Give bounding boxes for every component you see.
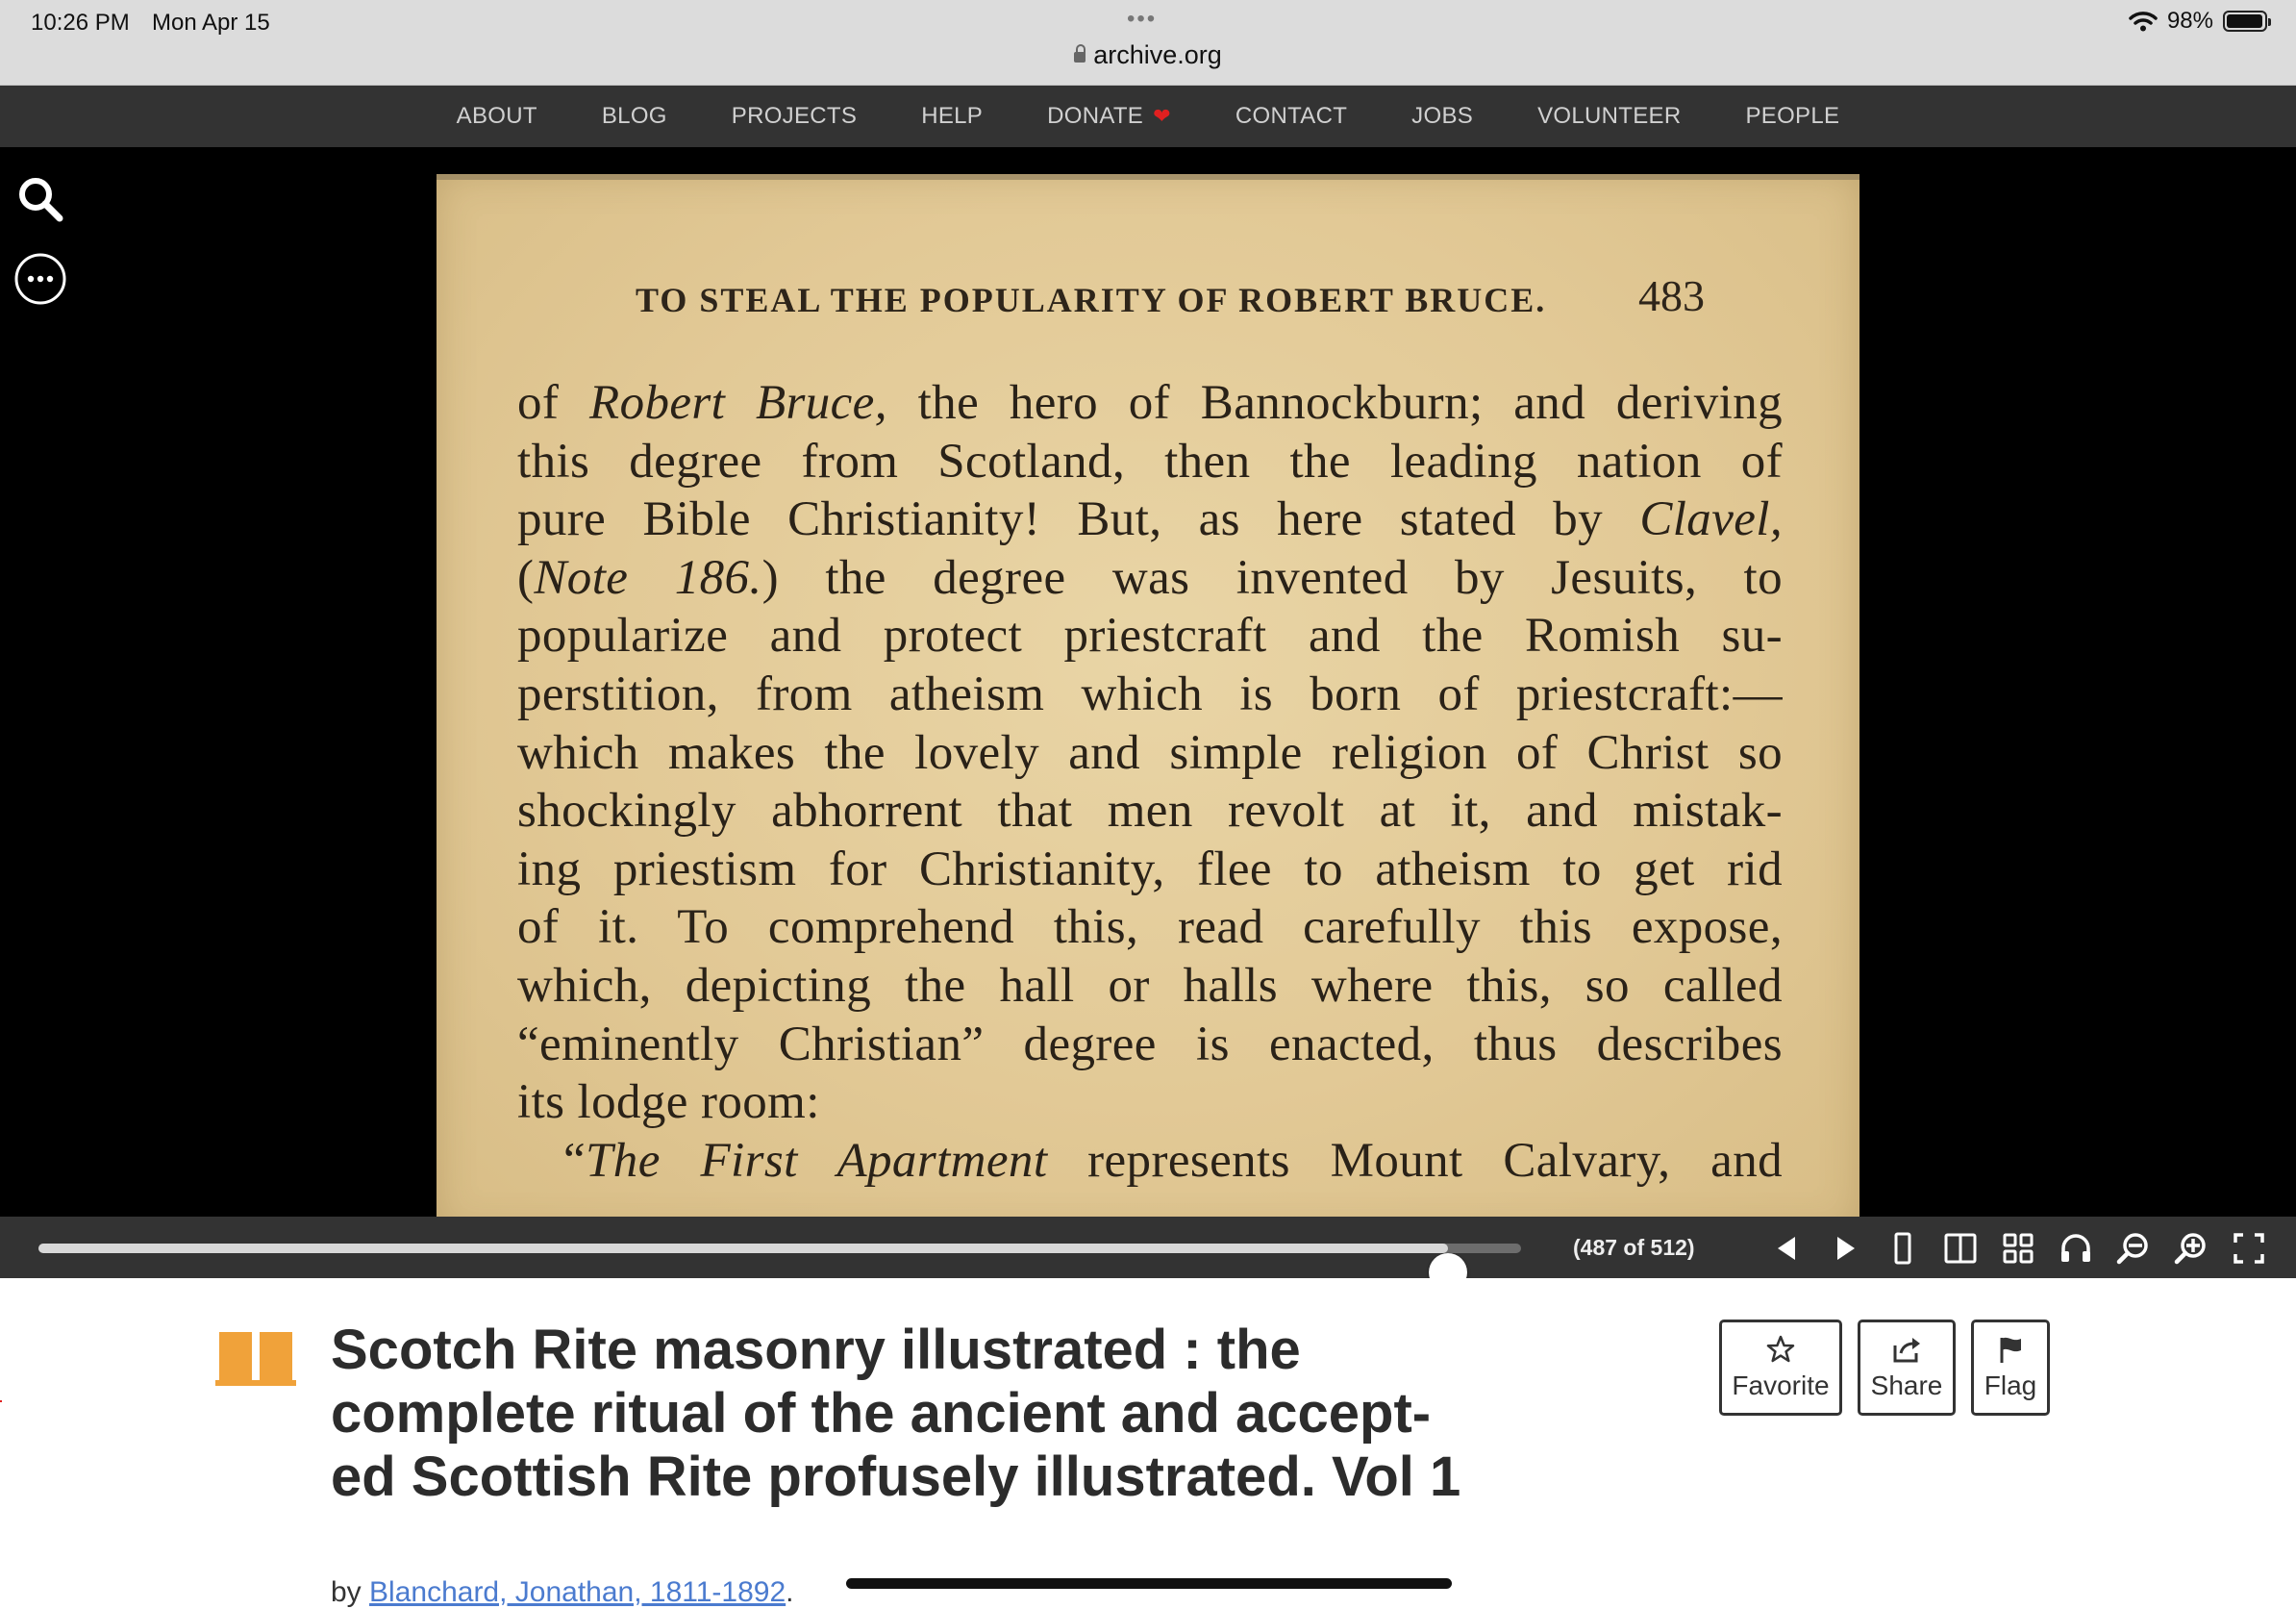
more-options-icon[interactable] bbox=[13, 252, 67, 306]
nav-donate[interactable] bbox=[1047, 103, 1171, 130]
page-text-line bbox=[517, 607, 1783, 666]
search-icon[interactable] bbox=[13, 172, 67, 226]
share-label: Share bbox=[1870, 1370, 1943, 1400]
text-segment: of bbox=[517, 376, 590, 430]
text-segment: which makes the lovely and simple religion of Christ so bbox=[517, 725, 1783, 780]
nav-jobs[interactable]: JOBS bbox=[1411, 103, 1474, 129]
page-text-line bbox=[517, 1073, 1783, 1132]
page-number: 483 bbox=[1638, 271, 1705, 320]
text-segment: represents Mount Calvary, and bbox=[1047, 1133, 1783, 1188]
site-nav bbox=[0, 86, 2296, 147]
nav-projects[interactable]: PROJECTS bbox=[731, 103, 858, 129]
text-segment: this degree from Scotland, then the leading nation of bbox=[517, 434, 1783, 489]
book-reader bbox=[0, 147, 2296, 1217]
previous-page-icon[interactable] bbox=[1767, 1230, 1808, 1267]
text-segment: which, depicting the hall or halls where this, so called bbox=[517, 958, 1783, 1013]
text-segment: pure Bible Christianity! But, as here stated by bbox=[517, 492, 1640, 547]
more-dots-icon[interactable]: ••• bbox=[1127, 6, 1158, 32]
page-text-line bbox=[517, 1132, 1783, 1191]
page-text-line bbox=[517, 549, 1783, 608]
byline-suffix: . bbox=[786, 1576, 794, 1608]
browser-status-bar bbox=[0, 0, 2296, 86]
flag-button[interactable] bbox=[1971, 1320, 2050, 1416]
address-url: archive.org bbox=[1093, 40, 1222, 69]
page-text-line bbox=[517, 1016, 1783, 1074]
item-title bbox=[331, 1319, 1465, 1509]
battery-percent: 98% bbox=[2166, 8, 2213, 34]
item-details bbox=[0, 1278, 2296, 1608]
page-text-line bbox=[517, 957, 1783, 1016]
page-edge bbox=[437, 174, 1859, 180]
favorite-button[interactable] bbox=[1719, 1320, 1842, 1416]
wifi-icon bbox=[2129, 11, 2158, 32]
text-segment: “ bbox=[563, 1133, 586, 1188]
italic-text: Robert Bruce, bbox=[589, 376, 887, 430]
favorite-label: Favorite bbox=[1732, 1370, 1830, 1400]
battery-icon bbox=[2223, 11, 2267, 32]
nav-blog[interactable]: BLOG bbox=[601, 103, 667, 129]
open-book-icon bbox=[215, 1324, 296, 1388]
fullscreen-icon[interactable] bbox=[2229, 1230, 2269, 1267]
text-segment: shockingly abhorrent that men revolt at it, and mistak- bbox=[517, 784, 1783, 839]
text-segment: ( bbox=[517, 550, 535, 605]
text-segment: of it. To comprehend this, read carefully this expose, bbox=[517, 900, 1783, 955]
one-page-view-icon[interactable] bbox=[1883, 1230, 1923, 1267]
lock-icon bbox=[1074, 52, 1086, 63]
text-segment: ing priestism for Christianity, flee to atheism to get rid bbox=[517, 842, 1783, 896]
nav-help[interactable]: HELP bbox=[921, 103, 984, 129]
page-text-line bbox=[517, 782, 1783, 841]
italic-text: Note 186. bbox=[534, 550, 762, 605]
book-page bbox=[437, 174, 1859, 1217]
reader-controls bbox=[0, 1217, 2296, 1278]
thumbnail-view-icon[interactable] bbox=[1998, 1230, 2038, 1267]
star-icon bbox=[1765, 1334, 1796, 1365]
author-link[interactable]: Blanchard, Jonathan, 1811-1892 bbox=[369, 1576, 786, 1608]
text-segment: “eminently Christian” degree is enacted, thus describes bbox=[517, 1017, 1783, 1071]
flag-label: Flag bbox=[1984, 1370, 2037, 1400]
status-date: Mon Apr 15 bbox=[152, 10, 270, 36]
page-text-line bbox=[517, 724, 1783, 783]
next-page-icon[interactable] bbox=[1825, 1230, 1865, 1267]
text-segment: ) the degree was invented by Jesuits, to bbox=[761, 550, 1783, 605]
page-text-line bbox=[517, 666, 1783, 724]
battery-level bbox=[2227, 14, 2262, 28]
reader-toolbar bbox=[1767, 1230, 2269, 1267]
text-segment: the hero of Bannockburn; and deriving bbox=[886, 376, 1783, 430]
page-text-line bbox=[517, 841, 1783, 899]
share-icon bbox=[1891, 1334, 1922, 1365]
page-text-line bbox=[517, 490, 1783, 549]
read-aloud-headphones-icon[interactable] bbox=[2056, 1230, 2096, 1267]
status-time: 10:26 PM bbox=[31, 10, 130, 36]
text-segment: its lodge room: bbox=[517, 1075, 820, 1130]
nav-donate-label: DONATE bbox=[1047, 103, 1144, 129]
byline-prefix: by bbox=[331, 1576, 370, 1608]
text-segment: perstition, from atheism which is born of priestcraft:— bbox=[517, 666, 1783, 721]
nav-volunteer[interactable]: VOLUNTEER bbox=[1537, 103, 1682, 129]
page-text bbox=[517, 374, 1783, 1190]
status-indicators bbox=[2129, 8, 2267, 35]
page-slider-fill bbox=[38, 1244, 1448, 1253]
zoom-in-icon[interactable] bbox=[2171, 1230, 2211, 1267]
italic-text: The First Apartment bbox=[586, 1133, 1048, 1188]
page-text-line bbox=[517, 433, 1783, 491]
heart-icon: ❤ bbox=[1153, 104, 1171, 128]
edge-mark bbox=[0, 1400, 2, 1402]
italic-text: Clavel, bbox=[1639, 492, 1783, 547]
two-page-view-icon[interactable] bbox=[1940, 1230, 1981, 1267]
nav-about[interactable]: ABOUT bbox=[456, 103, 537, 129]
zoom-out-icon[interactable] bbox=[2113, 1230, 2154, 1267]
text-segment: popularize and protect priestcraft and the Romish su- bbox=[517, 609, 1783, 664]
nav-people[interactable]: PEOPLE bbox=[1745, 103, 1840, 129]
page-count: (487 of 512) bbox=[1573, 1235, 1695, 1260]
item-title-text: Scotch Rite masonry illustrated : the complete ritual of the ancient and accept-ed Scottish Rite profusely illustrated. Vol 1 bbox=[331, 1319, 1461, 1508]
nav-contact[interactable]: CONTACT bbox=[1235, 103, 1348, 129]
home-indicator[interactable] bbox=[846, 1578, 1452, 1589]
address-bar[interactable] bbox=[0, 40, 2296, 70]
running-head: TO STEAL THE POPULARITY OF ROBERT BRUCE. bbox=[636, 281, 1547, 319]
page-text-line bbox=[517, 898, 1783, 957]
flag-icon bbox=[1995, 1334, 2026, 1365]
page-text-line bbox=[517, 374, 1783, 433]
page-slider[interactable] bbox=[38, 1244, 1521, 1253]
share-button[interactable] bbox=[1858, 1320, 1956, 1416]
